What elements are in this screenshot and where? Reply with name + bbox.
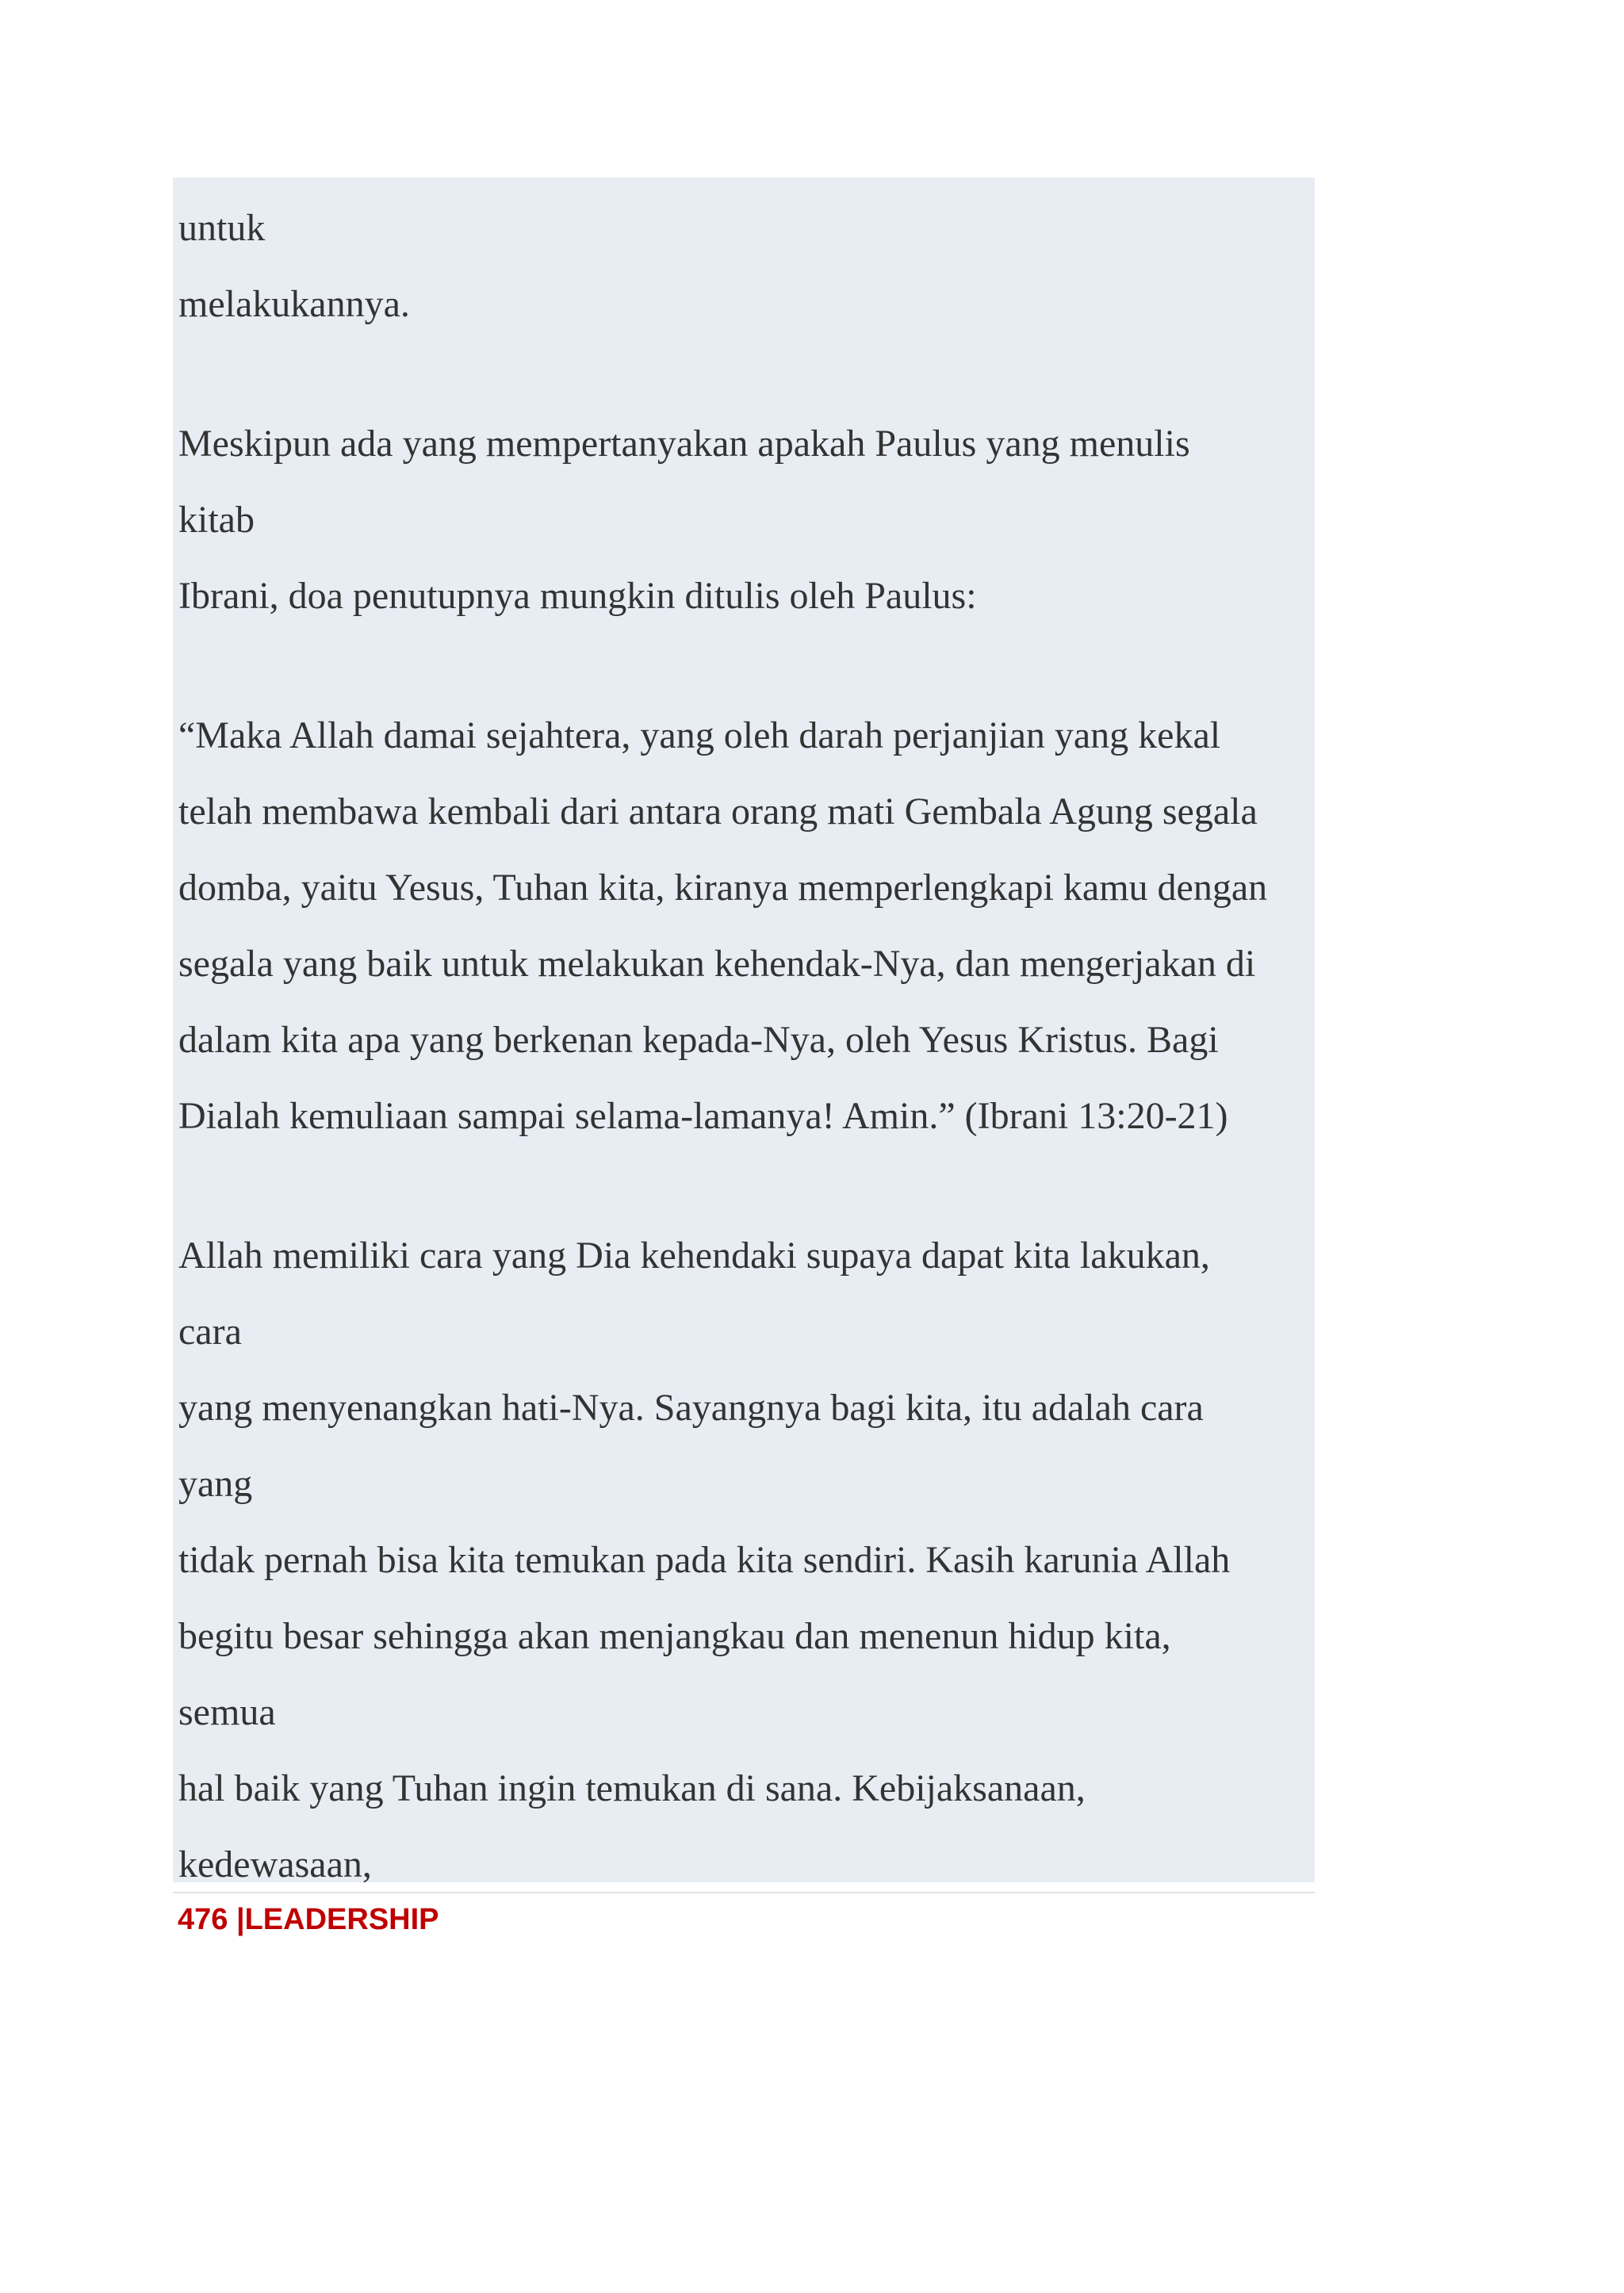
- scripture-quote: [178, 698, 1312, 1154]
- text-line: cara: [178, 1311, 242, 1353]
- text-line: Meskipun ada yang mempertanyakan apakah Paulus yang menulis: [178, 423, 1190, 465]
- text-line: domba, yaitu Yesus, Tuhan kita, kiranya memperlengkapi kamu dengan: [178, 867, 1268, 909]
- text-line: segala yang baik untuk melakukan kehendak-Nya, dan mengerjakan di: [178, 943, 1256, 985]
- text-line: begitu besar sehingga akan menjangkau dan menenun hidup kita,: [178, 1615, 1171, 1657]
- text-line: melakukannya.: [178, 283, 410, 325]
- paragraph: [178, 1218, 1312, 1903]
- footer-divider: [173, 1892, 1315, 1893]
- text-line: semua: [178, 1691, 276, 1733]
- paragraph: [178, 190, 1312, 343]
- text-line: dalam kita apa yang berkenan kepada-Nya, oleh Yesus Kristus. Bagi: [178, 1019, 1219, 1061]
- text-line: telah membawa kembali dari antara orang mati Gembala Agung segala: [178, 790, 1258, 833]
- text-line: “Maka Allah damai sejahtera, yang oleh darah perjanjian yang kekal: [178, 714, 1221, 756]
- text-line: yang menyenangkan hati-Nya. Sayangnya bagi kita, itu adalah cara: [178, 1387, 1204, 1429]
- paragraph: [178, 406, 1312, 634]
- text-line: tidak pernah bisa kita temukan pada kita sendiri. Kasih karunia Allah: [178, 1539, 1231, 1581]
- text-line: hal baik yang Tuhan ingin temukan di sana. Kebijaksanaan,: [178, 1767, 1086, 1809]
- text-line: Allah memiliki cara yang Dia kehendaki supaya dapat kita lakukan,: [178, 1235, 1210, 1277]
- text-line: kedewasaan,: [178, 1843, 372, 1885]
- body-text: [178, 190, 1312, 1903]
- text-line: Dialah kemuliaan sampai selama-lamanya! Amin.” (Ibrani 13:20-21): [178, 1095, 1228, 1137]
- text-line: kitab: [178, 499, 255, 541]
- page-footer-label: 476 |LEADERSHIP: [178, 1903, 439, 1936]
- text-line: untuk: [178, 207, 266, 249]
- text-line: Ibrani, doa penutupnya mungkin ditulis oleh Paulus:: [178, 575, 977, 617]
- text-line: yang: [178, 1463, 253, 1505]
